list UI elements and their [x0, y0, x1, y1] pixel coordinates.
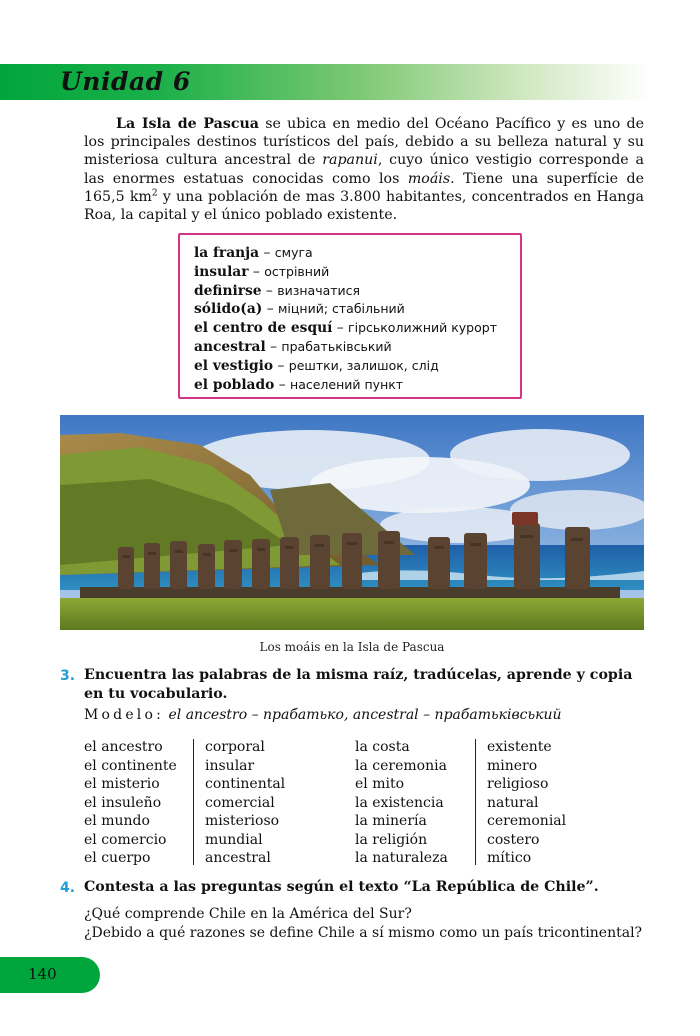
word-item: continental: [205, 776, 286, 792]
vocab-entry: [194, 263, 520, 282]
vocab-translation: острівний: [264, 263, 330, 279]
vocab-dash: –: [259, 245, 275, 261]
intro-lead: La Isla de Pascua: [116, 116, 259, 132]
vocab-dash: –: [262, 301, 278, 318]
vocab-entry: [194, 319, 520, 338]
vocab-dash: –: [248, 263, 265, 280]
question-list: [84, 905, 659, 942]
vocabulary-box: [178, 233, 522, 399]
word-item: insular: [205, 757, 255, 774]
word-item: natural: [487, 794, 539, 811]
vocab-term: ancestral: [194, 338, 266, 355]
modelo-example: el ancestro – прабатько, ancestral – прабатьківський: [168, 707, 562, 723]
word-item: comercial: [205, 794, 275, 811]
vocab-term: el poblado: [194, 376, 275, 393]
word-column-2: [205, 738, 285, 868]
word-table: [84, 738, 574, 868]
vocab-term: sólido(a): [194, 301, 263, 318]
word-item: el ancestro: [84, 739, 163, 755]
vocab-translation: населений пункт: [290, 376, 404, 392]
question-item: ¿Qué comprende Chile en la América del Sur?: [84, 906, 412, 922]
vocab-translation: визначатися: [277, 282, 361, 298]
word-item: la existencia: [355, 794, 444, 811]
word-item: el comercio: [84, 831, 167, 848]
vocab-entry: [194, 357, 520, 376]
vocab-entry: [194, 244, 520, 263]
intro-text-2: , cuyo único vestigio corresponde a las enormes estatuas conocidas como los: [84, 152, 644, 187]
vocab-dash: –: [265, 338, 282, 355]
vocab-translation: прабатьківський: [281, 338, 392, 354]
word-item: existente: [487, 739, 552, 755]
intro-text-1: se ubica en medio del Océano Pacífico y es uno de los principales destinos turísticos del país, debido a su belleza natural y su misteriosa cultura ancestral de: [84, 116, 644, 169]
intro-text-3: . Tiene una superfície de 165,5 km: [84, 170, 644, 205]
vocab-translation: гірськолижний курорт: [348, 320, 497, 336]
column-separator: [475, 739, 476, 865]
word-item: minero: [487, 757, 538, 774]
moai-photo: [60, 415, 644, 630]
exercise-4-instruction: Contesta a las preguntas según el texto “La República de Chile”.: [84, 879, 599, 895]
exercise-3-number: 3.: [60, 668, 76, 684]
vocab-term: el vestigio: [194, 357, 274, 374]
vocab-dash: –: [261, 282, 278, 299]
question-item: ¿Debido a qué razones se define Chile a sí mismo como un país tricontinental?: [84, 924, 643, 941]
vocab-dash: –: [332, 320, 349, 337]
word-item: la religión: [355, 831, 428, 848]
intro-paragraph: [84, 115, 644, 224]
vocab-entry: [194, 282, 520, 301]
word-item: el continente: [84, 757, 177, 774]
word-item: la ceremonia: [355, 757, 447, 774]
word-item: religioso: [487, 776, 549, 792]
vocab-translation: рештки, залишок, слід: [288, 357, 439, 373]
modelo-line: [84, 707, 562, 723]
exercise-4-number: 4.: [60, 880, 76, 896]
word-item: costero: [487, 831, 540, 848]
word-item: el mundo: [84, 813, 150, 829]
word-item: el mito: [355, 776, 405, 792]
vocab-entry: [194, 300, 520, 319]
word-column-4: [487, 738, 566, 868]
word-item: el insuleño: [84, 794, 162, 811]
intro-moais: moáis: [407, 170, 451, 187]
vocab-entry: [194, 376, 520, 395]
intro-superscript: 2: [151, 188, 158, 199]
word-item: el misterio: [84, 776, 160, 792]
word-item: la minería: [355, 813, 427, 829]
word-column-1: [84, 738, 177, 868]
page-number: 140: [28, 965, 57, 983]
vocab-term: definirse: [194, 282, 262, 299]
word-item: ancestral: [205, 850, 271, 866]
vocab-entry: [194, 338, 520, 357]
vocab-translation: смуга: [274, 245, 313, 260]
word-item: la naturaleza: [355, 850, 448, 866]
column-separator: [193, 739, 194, 865]
exercise-3-instruction: Encuentra las palabras de la misma raíz, tradúcelas, aprende y copia en tu vocabulario.: [84, 667, 633, 702]
vocab-term: insular: [194, 263, 249, 280]
vocab-translation: міцний; стабільний: [277, 301, 405, 317]
modelo-label: Modelo:: [84, 707, 165, 723]
intro-text-4: y una población de mas 3.800 habitantes, concentrados en Hanga Roa, la capital y el único poblado existente.: [84, 188, 644, 224]
vocab-dash: –: [274, 376, 291, 393]
word-item: corporal: [205, 739, 265, 755]
word-item: mítico: [487, 850, 532, 866]
vocab-term: el centro de esquí: [194, 320, 333, 337]
vocab-dash: –: [273, 357, 289, 374]
vocab-term: la franja: [194, 245, 260, 261]
word-item: mundial: [205, 831, 263, 848]
word-item: la costa: [355, 739, 410, 755]
word-item: ceremonial: [487, 813, 567, 829]
intro-rapanui: rapanui: [322, 152, 378, 169]
word-item: misterioso: [205, 813, 280, 829]
photo-caption: Los moáis en la Isla de Pascua: [259, 640, 445, 654]
word-item: el cuerpo: [84, 850, 151, 866]
word-column-3: [355, 738, 448, 868]
unit-title: Unidad 6: [60, 67, 191, 96]
